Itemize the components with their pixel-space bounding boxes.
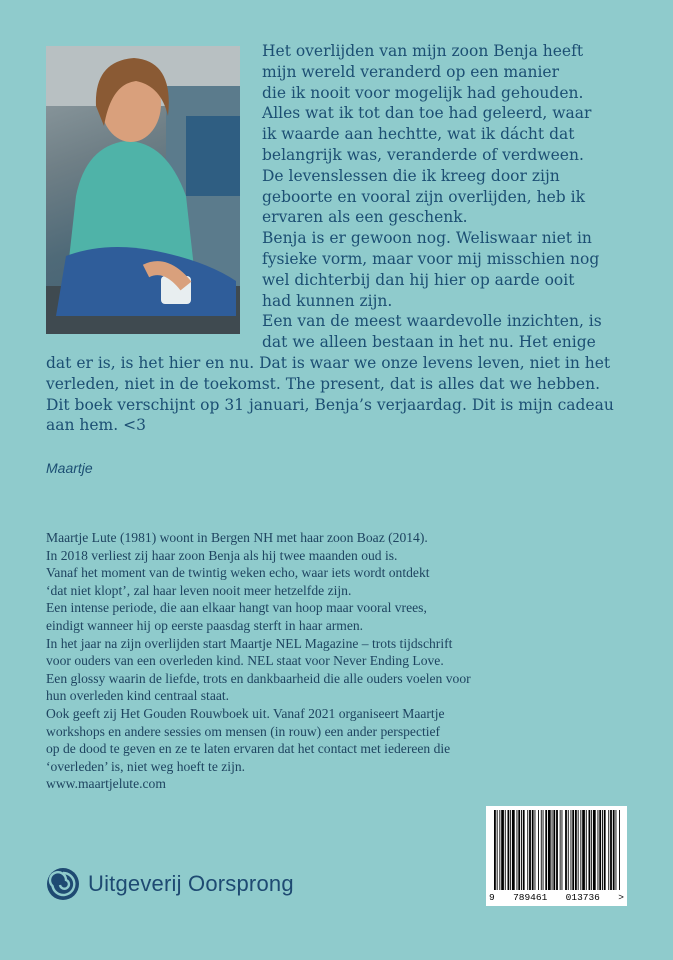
barcode-bar [560, 810, 561, 890]
barcode-bar [535, 810, 536, 890]
barcode-bar [608, 810, 609, 890]
barcode-bar [598, 810, 599, 890]
quote-line: mijn wereld veranderd op een manier [262, 62, 560, 81]
barcode-bar [499, 810, 500, 890]
bio-line: voor ouders van een overleden kind. NEL staat voor Never Ending Love. [46, 653, 444, 669]
barcode-bar [589, 810, 591, 890]
barcode-bar [610, 810, 612, 890]
barcode-bar [591, 810, 592, 890]
bio-line: Een intense periode, die aan elkaar hangt van hoop maar vooral vrees, [46, 600, 427, 616]
publisher-name: Uitgeverij Oorsprong [88, 871, 294, 896]
bio-line: Maartje Lute (1981) woont in Bergen NH met haar zoon Boaz (2014). [46, 530, 428, 545]
barcode-bar [543, 810, 544, 890]
barcode-bar [517, 810, 518, 890]
bio-line: eindigt wanneer hij op eerste paasdag sterft in haar armen. [46, 617, 364, 633]
barcode-bar [616, 810, 617, 890]
barcode-bar [602, 810, 603, 890]
quote-line: Dit boek verschijnt op 31 januari, Benja’s verjaardag. Dit is mijn cadeau [46, 395, 614, 414]
bio-line: op de dood te geven en ze te laten ervaren dat het contact met iedereen die [46, 741, 451, 757]
barcode-bar [565, 810, 567, 890]
barcode-bar [497, 810, 498, 890]
quote-line: verleden, niet in de toekomst. The present, dat is alles dat we hebben. [46, 374, 601, 393]
isbn-digit-group: > [618, 892, 624, 903]
bio-line: In 2018 verliest zij haar zoon Benja als hij twee maanden oud is. [46, 547, 398, 563]
bio-line: Ook geeft zij Het Gouden Rouwboek uit. Vanaf 2021 organiseert Maartje [46, 705, 445, 721]
barcode-bar [512, 810, 515, 890]
quote-line: dat we alleen bestaan in het nu. Het enige [262, 333, 596, 352]
barcode-bar [532, 810, 534, 890]
quote-line: De levenslessen die ik kreeg door zijn [262, 166, 560, 185]
bio-line: Vanaf het moment van de twintig weken echo, waar iets wordt ontdekt [46, 565, 430, 581]
bio-line: In het jaar na zijn overlijden start Maartje NEL Magazine – trots tijdschrift [46, 635, 453, 651]
quote-line: wel dichterbij dan hij hier op aarde ooit [262, 270, 575, 289]
barcode-bar [510, 810, 511, 890]
bio-line: hun overleden kind centraal staat. [46, 688, 230, 704]
bio-line: workshops en andere sessies om mensen (in rouw) een ander perspectief [46, 723, 441, 739]
quote-line: Benja is er gewoon nog. Weliswaar niet in [262, 229, 592, 248]
quote-line: belangrijk was, veranderde of verdween. [262, 145, 584, 164]
barcode-bar [521, 810, 522, 890]
barcode-bar [578, 810, 579, 890]
isbn-digit-group: 9 [489, 892, 495, 903]
bio-line: Een glossy waarin de liefde, trots en dankbaarheid die alle ouders voelen voor [46, 670, 471, 686]
barcode-bar [538, 810, 539, 890]
barcode-bar [505, 810, 506, 890]
quote-line: ervaren als een geschenk. [262, 208, 468, 227]
barcode-bar [545, 810, 547, 890]
quote-line: die ik nooit voor mogelijk had gehouden. [262, 83, 584, 102]
barcode-bar [593, 810, 596, 890]
quote-line: Een van de meest waardevolle inzichten, is [262, 312, 602, 331]
barcode-bar [518, 810, 520, 890]
signature: Maartje [46, 460, 93, 476]
isbn-digit-group: 013736 [565, 892, 600, 903]
isbn-digits [486, 892, 627, 906]
bio-line: ‘overleden’ is, niet weg hoeft te zijn. [46, 758, 246, 774]
barcode-bar [619, 810, 620, 890]
barcode-bar [562, 810, 563, 890]
barcode-bar [529, 810, 531, 890]
barcode-bar [553, 810, 555, 890]
barcode-bar [556, 810, 558, 890]
quote-line: Het overlijden van mijn zoon Benja heeft [262, 42, 584, 60]
author-quote [46, 41, 636, 436]
quote-line: Alles wat ik tot dan toe had geleerd, waar [262, 104, 592, 123]
barcode-bar [604, 810, 606, 890]
barcode-bar [548, 810, 551, 890]
quote-line: fysieke vorm, maar voor mij misschien nog [262, 249, 600, 268]
barcode-bar [613, 810, 615, 890]
isbn-barcode [486, 806, 627, 906]
barcode-bar [523, 810, 525, 890]
bio-line: ‘dat niet klopt’, zal haar leven nooit meer hetzelfde zijn. [46, 582, 352, 598]
barcode-bar [575, 810, 577, 890]
publisher-logo [46, 867, 294, 901]
quote-line: had kunnen zijn. [262, 291, 393, 310]
barcode-bar [527, 810, 528, 890]
barcode-bar [552, 810, 553, 890]
barcode-bar [586, 810, 587, 890]
quote-line: ik waarde aan hechtte, wat ik dácht dat [262, 125, 575, 144]
barcode-bar [571, 810, 572, 890]
quote-line: dat er is, is het hier en nu. Dat is waar we onze levens leven, niet in het [46, 353, 611, 372]
barcode-bar [494, 810, 496, 890]
barcode-bar [568, 810, 569, 890]
barcode-bars [486, 806, 627, 892]
quote-line: geboorte en vooral zijn overlijden, heb ik [262, 187, 585, 206]
isbn-digit-group: 789461 [513, 892, 548, 903]
barcode-bar [580, 810, 581, 890]
spiral-icon [46, 867, 80, 901]
barcode-bar [582, 810, 585, 890]
barcode-bar [541, 810, 542, 890]
barcode-bar [572, 810, 574, 890]
barcode-bar [508, 810, 510, 890]
barcode-bar [599, 810, 601, 890]
barcode-bar [501, 810, 504, 890]
author-bio [46, 529, 646, 793]
website-link[interactable]: www.maartjelute.com [46, 776, 166, 792]
quote-line: aan hem. <3 [46, 416, 146, 435]
